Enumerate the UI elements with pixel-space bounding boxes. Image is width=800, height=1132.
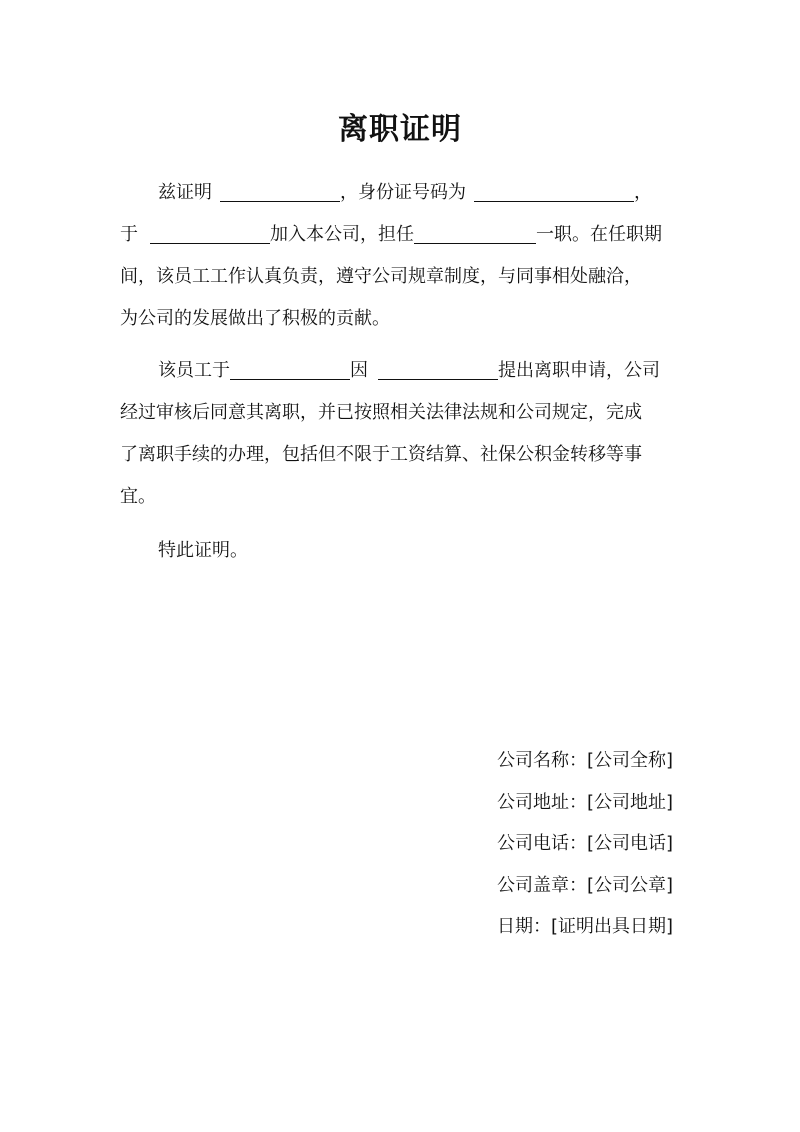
text-segment: 该员工于 [158,360,230,381]
text-segment: ， [634,182,652,203]
id-number-blank [474,177,634,202]
paragraph-line [120,214,680,256]
text-segment: ，身份证号码为 [340,182,466,203]
document-title: 离职证明 [338,112,462,147]
paragraph-line: 了离职手续的办理，包括但不限于工资结算、社保公积金转移等事 [120,444,642,465]
paragraph-line: 宜。 [120,486,156,507]
text-segment: 一职。在任职期 [536,224,662,245]
company-name-line: 公司名称：[公司全称] [497,750,674,771]
paragraph-resignation-info [120,350,680,518]
join-date-blank [150,219,270,244]
text-segment: 加入本公司，担任 [270,224,414,245]
paragraph-line: 间，该员工工作认真负责，遵守公司规章制度，与同事相处融洽， [120,266,642,287]
text-segment: 于 [120,224,138,245]
paragraph-line: 为公司的发展做出了积极的贡献。 [120,308,390,329]
text-segment: 兹证明 [158,182,212,203]
company-phone-line: 公司电话：[公司电话] [497,833,674,854]
text-segment: 因 [350,360,368,381]
paragraph-line: 经过审核后同意其离职，并已按照相关法律法规和公司规定，完成 [120,402,642,423]
resign-date-blank [230,355,350,380]
position-blank [414,219,536,244]
reason-blank [378,355,498,380]
issue-date-line: 日期：[证明出具日期] [497,916,674,937]
company-address-line: 公司地址：[公司地址] [497,791,674,813]
name-blank [220,177,340,202]
paragraph-line [120,172,680,214]
paragraph-closing [120,530,680,572]
signature-block [497,740,777,948]
closing-text: 特此证明。 [158,540,248,561]
company-seal-line: 公司盖章：[公司公章] [497,874,674,896]
text-segment: 提出离职申请，公司 [498,360,660,381]
paragraph-line [120,350,680,392]
paragraph-employment-info [120,172,680,340]
